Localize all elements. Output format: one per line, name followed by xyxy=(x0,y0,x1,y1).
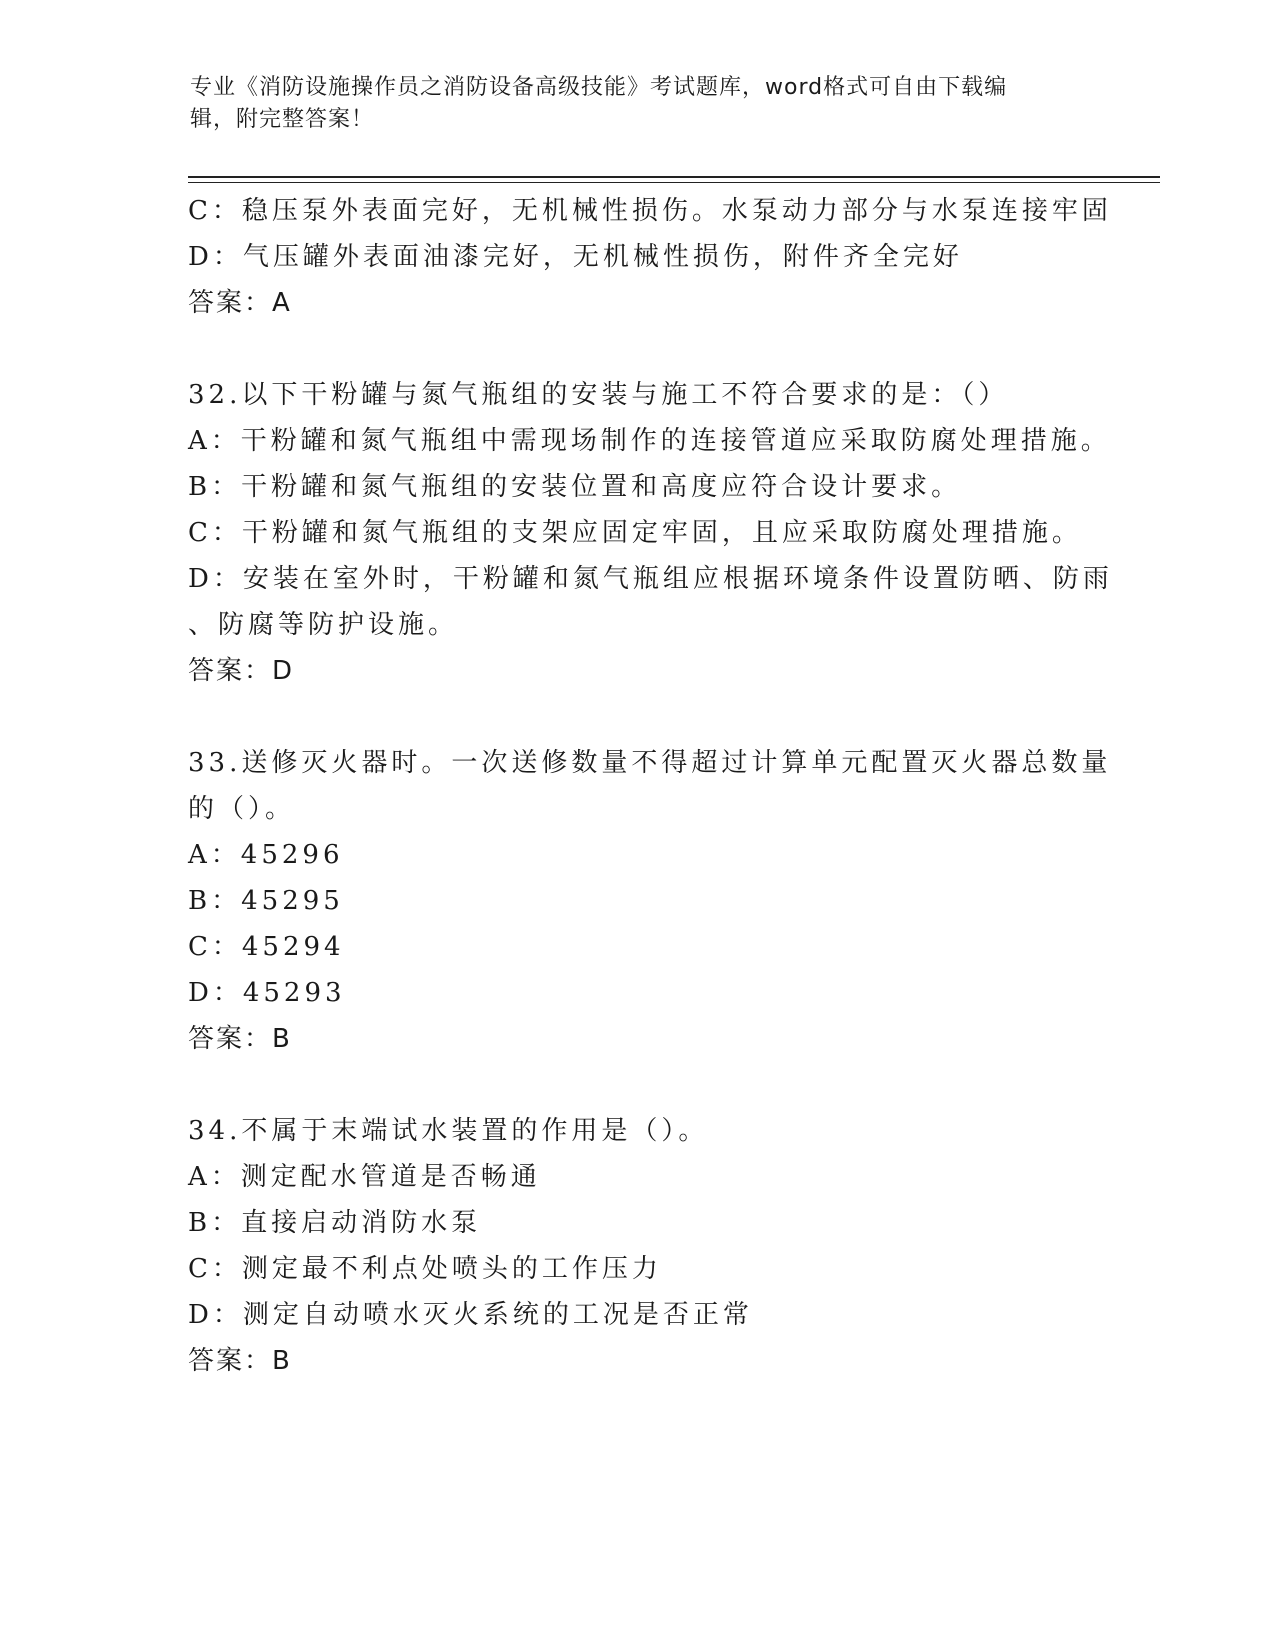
option-d: D：45293 xyxy=(188,978,346,1008)
answer-line: 答案：A xyxy=(188,288,292,318)
header-divider-thin xyxy=(188,182,1160,183)
question-stem-continued: 的（）。 xyxy=(188,794,296,824)
option-a: A：45296 xyxy=(188,840,344,870)
option-a: A：测定配水管道是否畅通 xyxy=(188,1162,541,1192)
option-c: C：45294 xyxy=(188,932,345,962)
document-header xyxy=(190,72,1070,136)
spacer xyxy=(188,1062,1088,1108)
answer-line: 答案：B xyxy=(188,1024,292,1054)
option-d: D：安装在室外时，干粉罐和氮气瓶组应根据环境条件设置防晒、防雨 xyxy=(188,564,1113,594)
option-d: D：气压罐外表面油漆完好，无机械性损伤，附件齐全完好 xyxy=(188,242,963,272)
question-stem: 33.送修灭火器时。一次送修数量不得超过计算单元配置灭火器总数量 xyxy=(188,748,1112,778)
previous-question-tail xyxy=(188,188,1112,326)
question-34 xyxy=(188,1108,1088,1384)
option-b: B：直接启动消防水泵 xyxy=(188,1208,482,1238)
header-line-1: 专业《消防设施操作员之消防设备高级技能》考试题库，word格式可自由下载编 xyxy=(190,75,1008,100)
option-c: C：测定最不利点处喷头的工作压力 xyxy=(188,1254,662,1284)
option-c: C：干粉罐和氮气瓶组的支架应固定牢固，且应采取防腐处理措施。 xyxy=(188,518,1082,548)
question-stem: 34.不属于末端试水装置的作用是（）。 xyxy=(188,1116,709,1146)
question-content xyxy=(188,188,1113,1384)
header-line-2: 辑，附完整答案！ xyxy=(190,107,375,132)
option-b: B：干粉罐和氮气瓶组的安装位置和高度应符合设计要求。 xyxy=(188,472,962,502)
spacer xyxy=(188,326,1088,372)
answer-line: 答案：B xyxy=(188,1346,292,1376)
spacer xyxy=(188,694,1088,740)
option-a: A：干粉罐和氮气瓶组中需现场制作的连接管道应采取防腐处理措施。 xyxy=(188,426,1111,456)
question-stem: 32.以下干粉罐与氮气瓶组的安装与施工不符合要求的是：（） xyxy=(188,380,1009,410)
question-32 xyxy=(188,372,1113,694)
option-c: C：稳压泵外表面完好，无机械性损伤。水泵动力部分与水泵连接牢固 xyxy=(188,196,1112,226)
header-divider-thick xyxy=(188,176,1160,178)
question-33 xyxy=(188,740,1112,1062)
option-d: D：测定自动喷水灭火系统的工况是否正常 xyxy=(188,1300,753,1330)
answer-line: 答案：D xyxy=(188,656,295,686)
option-b: B：45295 xyxy=(188,886,344,916)
option-d-continued: 、防腐等防护设施。 xyxy=(188,610,459,640)
